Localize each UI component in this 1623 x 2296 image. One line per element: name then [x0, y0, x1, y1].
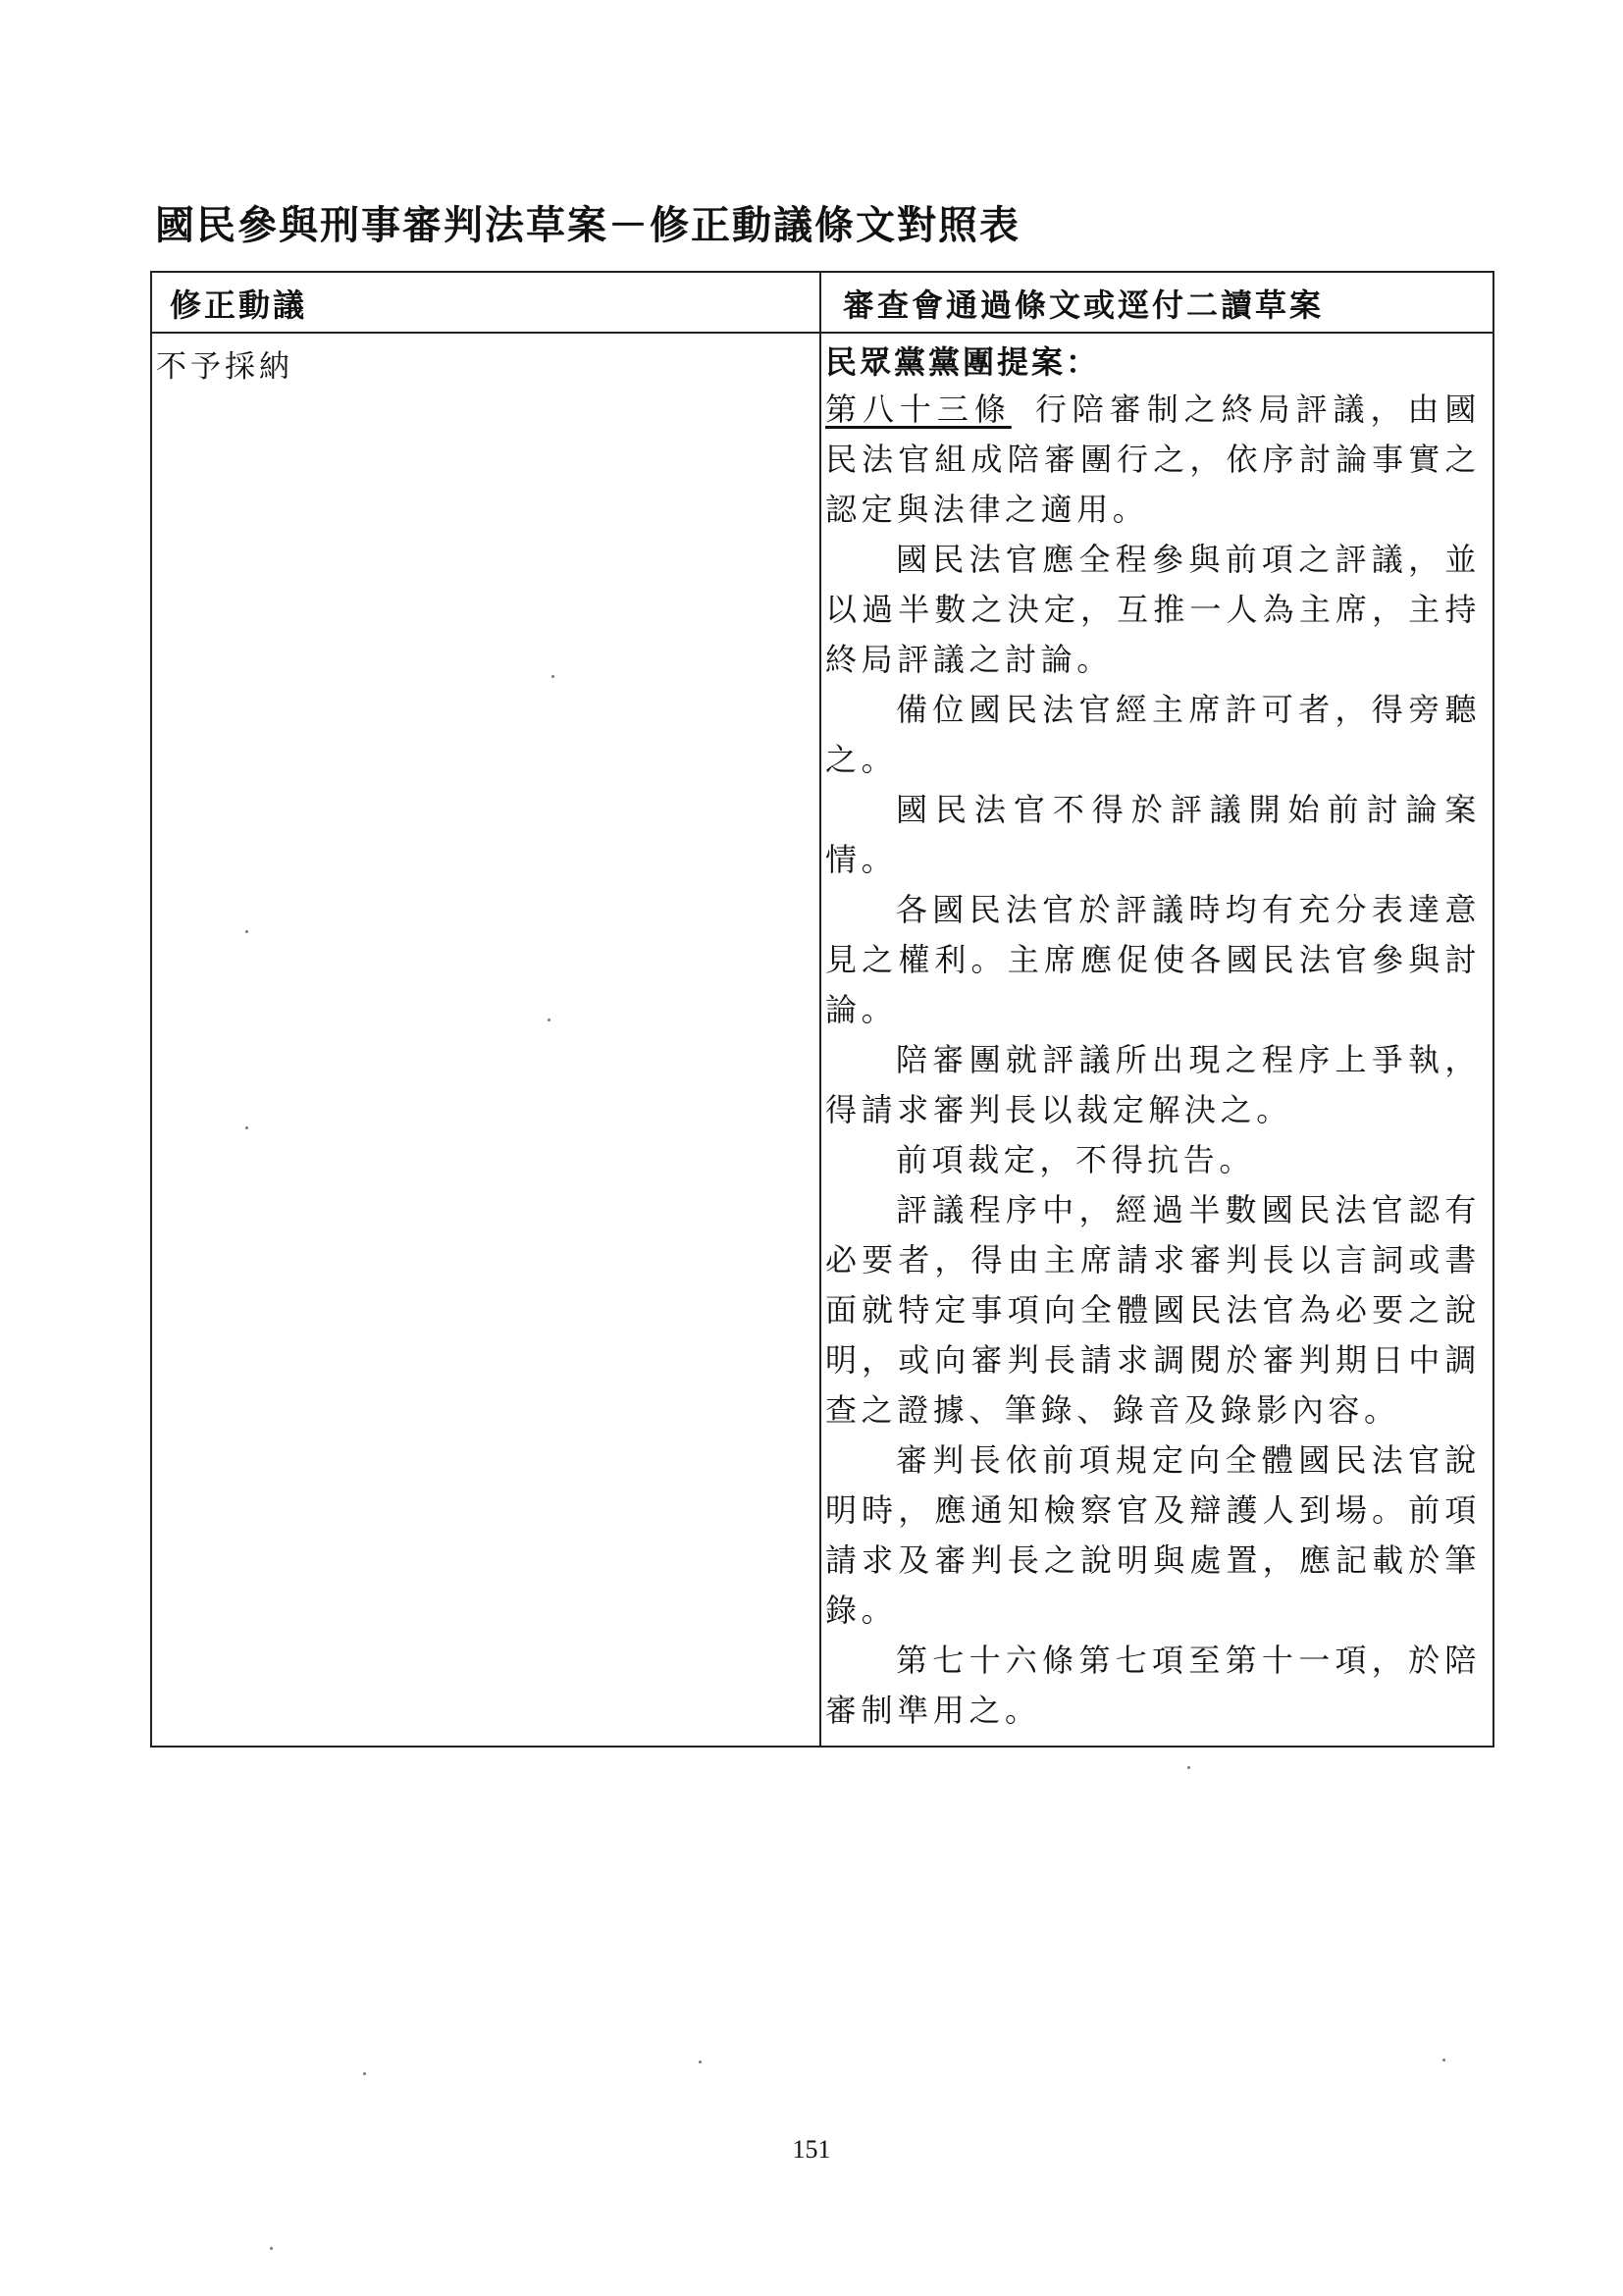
scan-speck	[699, 2061, 702, 2063]
header-approved-text: 審查會通過條文或逕付二讀草案	[820, 272, 1493, 333]
paragraph-6: 陪審團就評議所出現之程序上爭執，得請求審判長以裁定解決之。	[825, 1041, 1481, 1128]
proposer-label: 民眾黨黨團提案：	[825, 343, 1101, 381]
header-amendment-motion: 修正動議	[151, 272, 820, 333]
scan-speck	[551, 675, 554, 678]
paragraph-9: 審判長依前項規定向全體國民法官說明時，應通知檢察官及辯護人到場。前項請求及審判長之說明與處置，應記載於筆錄。	[825, 1441, 1481, 1629]
approved-text-cell	[820, 333, 1493, 1747]
scan-speck	[270, 2247, 273, 2250]
paragraph-10: 第七十六條第七項至第十一項，於陪審制準用之。	[825, 1642, 1481, 1729]
article-number: 第八十三條	[825, 391, 1012, 428]
paragraph-1-text: 行陪審制之終局評議，由國民法官組成陪審團行之，依序討論事實之認定與法律之適用。	[825, 391, 1481, 528]
page-number: 151	[792, 2135, 831, 2164]
paragraph-3: 備位國民法官經主席許可者，得旁聽之。	[825, 691, 1481, 778]
paragraph-1	[825, 385, 1481, 535]
paragraph-4: 國民法官不得於評議開始前討論案情。	[825, 791, 1481, 878]
paragraph-2: 國民法官應全程參與前項之評議，並以過半數之決定，互推一人為主席，主持終局評議之討論。	[825, 541, 1481, 678]
paragraph-7: 前項裁定，不得抗告。	[896, 1141, 1256, 1178]
scan-speck	[548, 1018, 550, 1021]
document-title: 國民參與刑事審判法草案－修正動議條文對照表	[155, 203, 1021, 248]
scan-speck	[245, 1126, 248, 1129]
scan-speck	[245, 930, 248, 933]
table-row	[151, 333, 1493, 1747]
paragraph-5: 各國民法官於評議時均有充分表達意見之權利。主席應促使各國民法官參與討論。	[825, 891, 1481, 1028]
scan-speck	[1187, 1766, 1190, 1769]
scan-speck	[1442, 2059, 1445, 2061]
comparison-table	[150, 271, 1494, 1748]
scan-speck	[363, 2072, 366, 2075]
amendment-motion-cell: 不予採納	[151, 333, 820, 1747]
paragraph-8: 評議程序中，經過半數國民法官認有必要者，得由主席請求審判長以言詞或書面就特定事項向全體國民法官為必要之說明，或向審判長請求調閱於審判期日中調查之證據、筆錄、錄音及錄影內容。	[825, 1191, 1481, 1429]
table-header-row	[151, 272, 1493, 333]
